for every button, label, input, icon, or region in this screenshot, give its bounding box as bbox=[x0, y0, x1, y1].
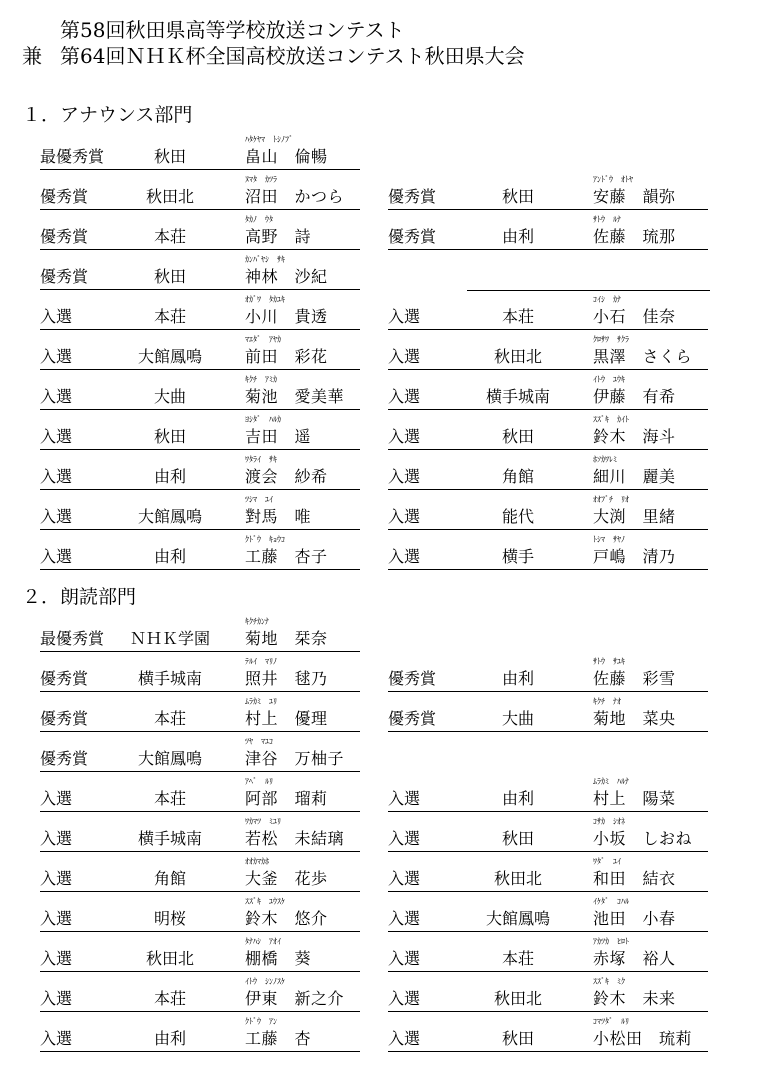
award-label: 入選 bbox=[388, 507, 421, 526]
student bbox=[593, 415, 676, 447]
award-label: 入選 bbox=[388, 989, 421, 1008]
student bbox=[245, 215, 312, 247]
school-name: 本荘 bbox=[501, 307, 535, 326]
award-label: 優秀賞 bbox=[40, 709, 89, 728]
name-reading: ｷｸﾁ ｱﾐｶ bbox=[245, 375, 277, 384]
award-label: 入選 bbox=[388, 547, 421, 566]
student bbox=[245, 777, 328, 809]
award-entry bbox=[388, 772, 708, 812]
award-label: 優秀賞 bbox=[388, 227, 437, 246]
student-name: 津谷 万柚子 bbox=[245, 749, 345, 768]
underline bbox=[40, 1051, 360, 1052]
name-reading: ｽｽﾞｷ ｶｲﾄ bbox=[593, 415, 629, 424]
award-entry bbox=[388, 852, 708, 892]
name-reading: ｽｽﾞｷ ﾐｸ bbox=[593, 977, 625, 986]
school-name: 横手 bbox=[501, 547, 535, 566]
name-reading: ｺｻｶ ｼｵﾈ bbox=[593, 817, 625, 826]
student bbox=[593, 857, 676, 889]
award-label: 入選 bbox=[40, 507, 73, 526]
school-name: 秋田 bbox=[501, 427, 535, 446]
school-name: 秋田北 bbox=[145, 187, 195, 206]
name-reading: ｱｶﾂｶ ﾋﾛﾄ bbox=[593, 937, 629, 946]
student-name: 安藤 韻弥 bbox=[593, 187, 676, 206]
student bbox=[593, 697, 676, 729]
student bbox=[245, 175, 345, 207]
student-name: 伊藤 有希 bbox=[593, 387, 676, 406]
student bbox=[245, 977, 345, 1009]
school-name: 横手城南 bbox=[137, 829, 203, 848]
underline bbox=[388, 1051, 708, 1052]
award-entry bbox=[40, 1012, 360, 1052]
name-reading: ｲﾄｳ ﾕｳｷ bbox=[593, 375, 625, 384]
student-name: 鈴木 海斗 bbox=[593, 427, 676, 446]
award-entry bbox=[388, 410, 708, 450]
student-name: 小石 佳奈 bbox=[593, 307, 676, 326]
student-name: 鈴木 悠介 bbox=[245, 909, 328, 928]
student-name: 佐藤 琉那 bbox=[593, 227, 676, 246]
award-label: 最優秀賞 bbox=[40, 147, 105, 166]
school-name: 本荘 bbox=[153, 227, 187, 246]
award-label: 入選 bbox=[388, 387, 421, 406]
student-name: 工藤 杏子 bbox=[245, 547, 328, 566]
award-entry bbox=[40, 812, 360, 852]
school-name: 大館鳳鳴 bbox=[137, 507, 203, 526]
student bbox=[245, 255, 328, 287]
award-label: 入選 bbox=[40, 949, 73, 968]
student-name: 畠山 倫暢 bbox=[245, 147, 328, 166]
award-label: 優秀賞 bbox=[40, 187, 89, 206]
award-label: 最優秀賞 bbox=[40, 629, 105, 648]
student bbox=[593, 535, 676, 567]
student bbox=[245, 335, 328, 367]
name-reading: ｵｵﾌﾞﾁ ﾘｵ bbox=[593, 495, 629, 504]
student bbox=[593, 495, 676, 527]
student-name: 鈴木 未来 bbox=[593, 989, 676, 1008]
award-entry bbox=[40, 732, 360, 772]
name-reading: ﾊﾀｹﾔﾏ ﾄｼﾉﾌﾞ bbox=[245, 135, 293, 144]
award-label: 入選 bbox=[388, 949, 421, 968]
name-reading: ﾂｼﾏ ﾕｲ bbox=[245, 495, 273, 504]
name-reading: ﾃﾙｲ ﾏﾘﾉ bbox=[245, 657, 277, 666]
student bbox=[245, 455, 328, 487]
school-name: 秋田 bbox=[501, 187, 535, 206]
name-reading: ﾀﾅﾊｼ ｱｵｲ bbox=[245, 937, 281, 946]
award-label: 入選 bbox=[388, 427, 421, 446]
student bbox=[245, 1017, 312, 1049]
award-entry bbox=[40, 852, 360, 892]
award-label: 入選 bbox=[388, 467, 421, 486]
school-name: 本荘 bbox=[153, 307, 187, 326]
award-label: 入選 bbox=[388, 789, 421, 808]
school-name: 秋田北 bbox=[493, 347, 543, 366]
student-name: 照井 毬乃 bbox=[245, 669, 328, 688]
name-reading: ｸﾄﾞｳ ｷｮｳｺ bbox=[245, 535, 285, 544]
award-entry bbox=[388, 932, 708, 972]
award-entry bbox=[40, 370, 360, 410]
name-reading: ﾎｿｶﾜﾚﾐ bbox=[593, 455, 617, 464]
student bbox=[245, 657, 328, 689]
student-name: 細川 麗美 bbox=[593, 467, 676, 486]
award-entry bbox=[40, 530, 360, 570]
name-reading: ｻﾄｳ ｻﾕｷ bbox=[593, 657, 625, 666]
school-name: 大曲 bbox=[153, 387, 187, 406]
name-reading: ﾏｴﾀﾞ ｱﾔｶ bbox=[245, 335, 281, 344]
student bbox=[593, 175, 676, 207]
award-entry bbox=[388, 370, 708, 410]
underline bbox=[388, 569, 708, 570]
student-name: 小坂 しおね bbox=[593, 829, 693, 848]
school-name: 横手城南 bbox=[485, 387, 551, 406]
award-entry bbox=[40, 772, 360, 812]
student-name: 村上 優理 bbox=[245, 709, 328, 728]
student-name: 大釜 花歩 bbox=[245, 869, 328, 888]
award-entry bbox=[40, 932, 360, 972]
underline bbox=[40, 569, 360, 570]
award-label: 入選 bbox=[40, 347, 73, 366]
award-label: 入選 bbox=[40, 1029, 73, 1048]
student bbox=[245, 857, 328, 889]
award-label: 優秀賞 bbox=[388, 669, 437, 688]
award-entry bbox=[388, 450, 708, 490]
school-name: 由利 bbox=[501, 789, 535, 808]
student-name: 棚橋 葵 bbox=[245, 949, 312, 968]
award-label: 優秀賞 bbox=[40, 267, 89, 286]
school-name: 横手城南 bbox=[137, 669, 203, 688]
award-entry bbox=[40, 290, 360, 330]
student-name: 村上 陽菜 bbox=[593, 789, 676, 808]
school-name: 大館鳳鳴 bbox=[137, 749, 203, 768]
subtitle-text: 第64回ＮＨＫ杯全国高校放送コンテスト秋田県大会 bbox=[60, 44, 525, 68]
award-entry bbox=[40, 410, 360, 450]
name-reading: ｸﾄﾞｳ ｱﾝ bbox=[245, 1017, 277, 1026]
award-entry bbox=[388, 812, 708, 852]
school-name: 本荘 bbox=[153, 989, 187, 1008]
school-name: 秋田北 bbox=[493, 989, 543, 1008]
award-entry bbox=[388, 652, 708, 692]
award-label: 入選 bbox=[40, 467, 73, 486]
school-name: 本荘 bbox=[153, 789, 187, 808]
student-name: 工藤 杏 bbox=[245, 1029, 312, 1048]
name-reading: ｱﾝﾄﾞｳ ｵﾄﾔ bbox=[593, 175, 633, 184]
award-entry bbox=[388, 170, 708, 210]
name-reading: ﾄｼﾏ ｻﾔﾉ bbox=[593, 535, 625, 544]
school-name: 明桜 bbox=[153, 909, 187, 928]
award-label: 入選 bbox=[40, 547, 73, 566]
school-name: 秋田北 bbox=[145, 949, 195, 968]
name-reading: ｸﾛｻﾜ ｻｸﾗ bbox=[593, 335, 629, 344]
award-entry bbox=[40, 692, 360, 732]
award-entry bbox=[388, 490, 708, 530]
award-label: 入選 bbox=[388, 347, 421, 366]
award-label: 入選 bbox=[40, 829, 73, 848]
name-reading: ｺﾏﾂﾀﾞ ﾙﾘ bbox=[593, 1017, 629, 1026]
student bbox=[593, 215, 676, 247]
student-name: 戸嶋 清乃 bbox=[593, 547, 676, 566]
underline bbox=[388, 731, 708, 732]
name-reading: ﾖｼﾀﾞ ﾊﾙｶ bbox=[245, 415, 281, 424]
section-title: ２．朗読部門 bbox=[22, 586, 137, 608]
document-title: 第58回秋田県高等学校放送コンテスト bbox=[60, 18, 405, 42]
award-entry bbox=[40, 612, 360, 652]
student-name: 若松 未結璃 bbox=[245, 829, 345, 848]
award-label: 入選 bbox=[40, 427, 73, 446]
school-name: 本荘 bbox=[153, 709, 187, 728]
student-name: 對馬 唯 bbox=[245, 507, 312, 526]
award-entry bbox=[40, 250, 360, 290]
student bbox=[245, 737, 345, 769]
student-name: 阿部 瑠莉 bbox=[245, 789, 328, 808]
school-name: 大曲 bbox=[501, 709, 535, 728]
student bbox=[245, 897, 328, 929]
student-name: 高野 詩 bbox=[245, 227, 312, 246]
student bbox=[593, 937, 676, 969]
student bbox=[593, 977, 676, 1009]
student-name: 大渕 里緒 bbox=[593, 507, 676, 526]
student bbox=[245, 937, 312, 969]
student-name: 菊地 菜央 bbox=[593, 709, 676, 728]
name-reading: ｷｸﾁｶﾝﾅ bbox=[245, 617, 269, 626]
award-label: 優秀賞 bbox=[40, 749, 89, 768]
student-name: 和田 結衣 bbox=[593, 869, 676, 888]
award-entry bbox=[388, 1012, 708, 1052]
award-label: 入選 bbox=[40, 387, 73, 406]
award-entry bbox=[40, 450, 360, 490]
award-label: 入選 bbox=[40, 909, 73, 928]
school-name: 大館鳳鳴 bbox=[137, 347, 203, 366]
name-reading: ﾜｶﾏﾂ ﾐﾕﾘ bbox=[245, 817, 281, 826]
school-name: 能代 bbox=[501, 507, 535, 526]
award-entry bbox=[40, 972, 360, 1012]
name-reading: ｲﾄｳ ｼﾝﾉｽｹ bbox=[245, 977, 285, 986]
student bbox=[245, 495, 312, 527]
section-title: １．アナウンス部門 bbox=[22, 104, 193, 126]
name-reading: ｱﾍﾞ ﾙﾘ bbox=[245, 777, 273, 786]
award-entry bbox=[388, 290, 708, 330]
student-name: 神林 沙紀 bbox=[245, 267, 328, 286]
school-name: 角館 bbox=[501, 467, 535, 486]
student-name: 渡会 紗希 bbox=[245, 467, 328, 486]
name-reading: ｺｲｼ ｶﾅ bbox=[593, 295, 621, 304]
award-entry bbox=[388, 530, 708, 570]
name-reading: ﾀｶﾉ ｳﾀ bbox=[245, 215, 273, 224]
award-label: 入選 bbox=[388, 829, 421, 848]
student-name: 赤塚 裕人 bbox=[593, 949, 676, 968]
name-reading: ｲｹﾀﾞ ｺﾊﾙ bbox=[593, 897, 629, 906]
award-entry bbox=[40, 130, 360, 170]
name-reading: ﾜﾀﾗｲ ｻｷ bbox=[245, 455, 277, 464]
student-name: 前田 彩花 bbox=[245, 347, 328, 366]
school-name: 秋田北 bbox=[493, 869, 543, 888]
student bbox=[245, 295, 328, 327]
student-name: 菊池 愛美華 bbox=[245, 387, 345, 406]
student bbox=[245, 617, 328, 649]
student-name: 小川 貴透 bbox=[245, 307, 328, 326]
student bbox=[593, 295, 676, 327]
award-entry bbox=[388, 892, 708, 932]
student bbox=[593, 777, 676, 809]
name-reading: ﾂﾔ ﾏﾕｺ bbox=[245, 737, 273, 746]
student-name: 吉田 遥 bbox=[245, 427, 312, 446]
award-label: 入選 bbox=[40, 307, 73, 326]
award-label: 入選 bbox=[388, 307, 421, 326]
school-name: 大館鳳鳴 bbox=[485, 909, 551, 928]
name-reading: ｻﾄｳ ﾙﾅ bbox=[593, 215, 621, 224]
student bbox=[245, 697, 328, 729]
school-name: 秋田 bbox=[153, 267, 187, 286]
award-label: 優秀賞 bbox=[388, 187, 437, 206]
student-name: 池田 小春 bbox=[593, 909, 676, 928]
school-name: 由利 bbox=[153, 547, 187, 566]
student bbox=[593, 1017, 693, 1049]
school-name: 秋田 bbox=[501, 1029, 535, 1048]
name-reading: ﾑﾗｶﾐ ﾕﾘ bbox=[245, 697, 277, 706]
name-reading: ｷｸﾁ ﾅｵ bbox=[593, 697, 621, 706]
award-entry bbox=[40, 210, 360, 250]
award-entry bbox=[40, 490, 360, 530]
award-label: 入選 bbox=[40, 869, 73, 888]
name-reading: ﾇﾏﾀ ｶﾂﾗ bbox=[245, 175, 277, 184]
student bbox=[593, 335, 693, 367]
award-entry bbox=[388, 972, 708, 1012]
school-name: 秋田 bbox=[153, 147, 187, 166]
student bbox=[593, 455, 676, 487]
award-entry bbox=[388, 210, 708, 250]
award-entry bbox=[40, 330, 360, 370]
student-name: 小松田 琉莉 bbox=[593, 1029, 693, 1048]
school-name: 由利 bbox=[153, 467, 187, 486]
student bbox=[593, 897, 676, 929]
school-name: ＮＨＫ学園 bbox=[129, 629, 211, 648]
award-label: 入選 bbox=[388, 909, 421, 928]
award-label: 優秀賞 bbox=[40, 227, 89, 246]
award-entry bbox=[388, 330, 708, 370]
school-name: 秋田 bbox=[501, 829, 535, 848]
student bbox=[593, 657, 676, 689]
award-label: 優秀賞 bbox=[388, 709, 437, 728]
student bbox=[593, 375, 676, 407]
underline bbox=[388, 249, 708, 250]
award-entry bbox=[40, 892, 360, 932]
school-name: 本荘 bbox=[501, 949, 535, 968]
student-name: 黒澤 さくら bbox=[593, 347, 693, 366]
student bbox=[593, 817, 693, 849]
student bbox=[245, 375, 345, 407]
award-label: 入選 bbox=[388, 1029, 421, 1048]
school-name: 由利 bbox=[153, 1029, 187, 1048]
school-name: 由利 bbox=[501, 669, 535, 688]
student-name: 沼田 かつら bbox=[245, 187, 345, 206]
student bbox=[245, 535, 328, 567]
name-reading: ｵｶﾞﾜ ﾀｶﾕｷ bbox=[245, 295, 285, 304]
award-label: 入選 bbox=[40, 789, 73, 808]
award-entry bbox=[40, 652, 360, 692]
award-entry bbox=[40, 170, 360, 210]
school-name: 角館 bbox=[153, 869, 187, 888]
school-name: 秋田 bbox=[153, 427, 187, 446]
student bbox=[245, 415, 312, 447]
document-subtitle bbox=[22, 40, 525, 69]
award-label: 入選 bbox=[40, 989, 73, 1008]
school-name: 由利 bbox=[501, 227, 535, 246]
award-label: 優秀賞 bbox=[40, 669, 89, 688]
award-label: 入選 bbox=[388, 869, 421, 888]
student bbox=[245, 817, 345, 849]
name-reading: ﾜﾀﾞ ﾕｲ bbox=[593, 857, 621, 866]
name-reading: ｽｽﾞｷ ﾕｳｽｹ bbox=[245, 897, 285, 906]
student-name: 菊地 栞奈 bbox=[245, 629, 328, 648]
subtitle-prefix: 兼 bbox=[22, 44, 42, 68]
student bbox=[245, 135, 328, 167]
student-name: 伊東 新之介 bbox=[245, 989, 345, 1008]
name-reading: ｵｵｶﾏｶﾎ bbox=[245, 857, 269, 866]
name-reading: ﾑﾗｶﾐ ﾊﾙﾅ bbox=[593, 777, 629, 786]
name-reading: ｶﾝﾊﾞﾔｼ ｻｷ bbox=[245, 255, 285, 264]
student-name: 佐藤 彩雪 bbox=[593, 669, 676, 688]
award-entry bbox=[388, 692, 708, 732]
